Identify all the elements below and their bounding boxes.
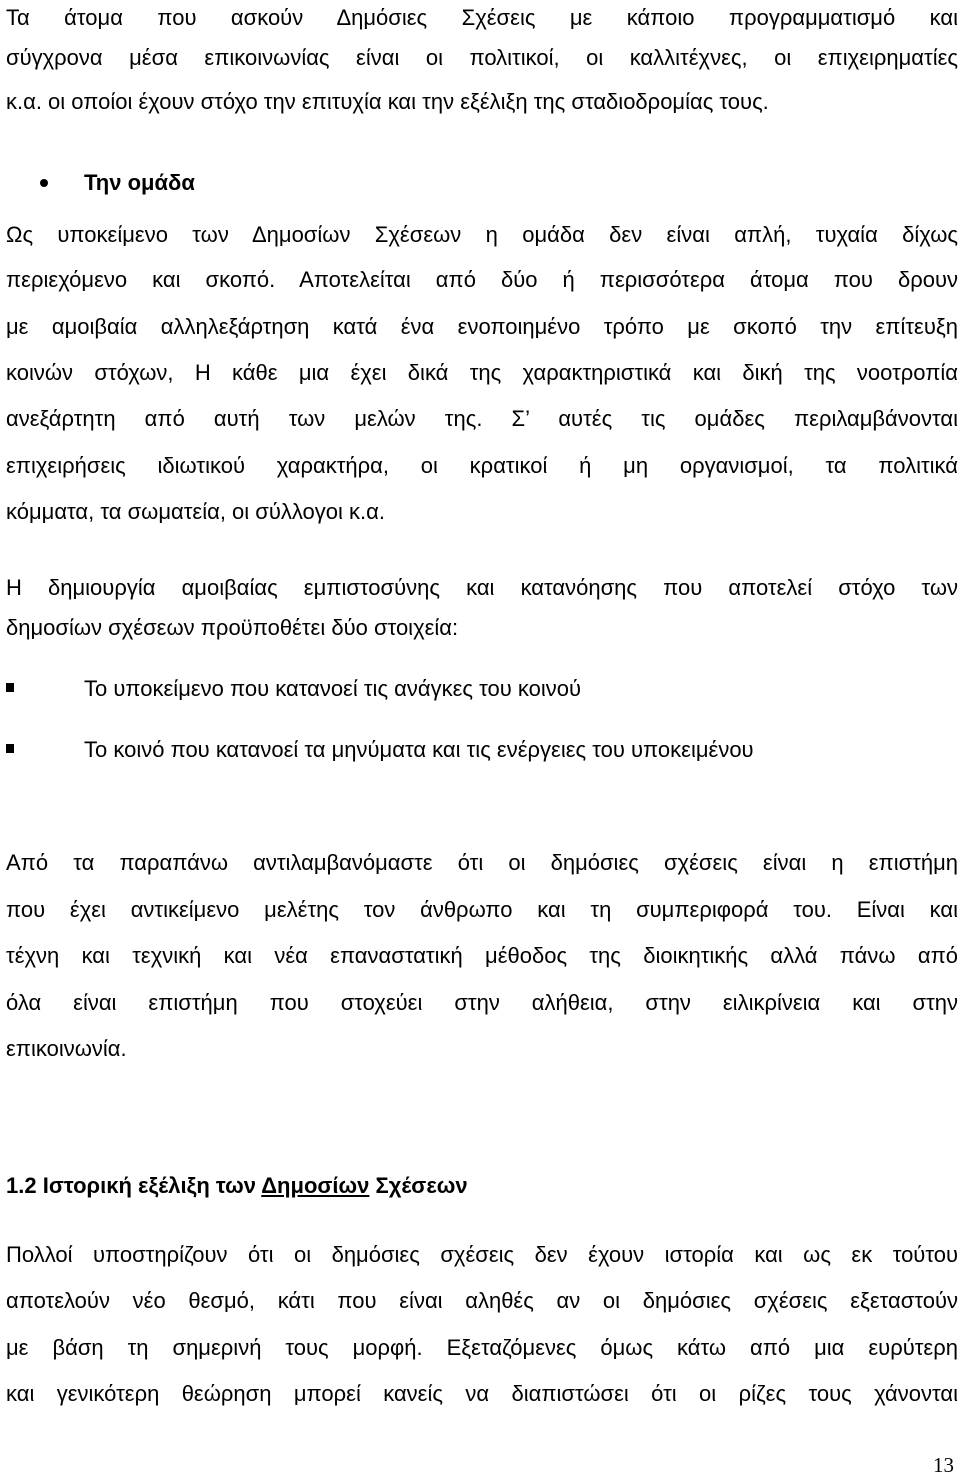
section-title: Σχέσεων <box>369 1173 468 1198</box>
paragraph-line: σύγχρονα μέσα επικοινωνίας είναι οι πολιτικοί, οι καλλιτέχνες, οι επιχειρηματίες <box>6 45 958 70</box>
paragraph-line: ανεξάρτητη από αυτή των μελών της. Σ’ αυτές τις ομάδες περιλαμβάνονται <box>6 406 958 431</box>
paragraph-line: κόμματα, τα σωματεία, οι σύλλογοι κ.α. <box>6 499 385 524</box>
paragraph-line: με αμοιβαία αλληλεξάρτηση κατά ένα ενοποιημένο τρόπο με σκοπό την επίτευξη <box>6 314 958 339</box>
paragraph-line: επικοινωνία. <box>6 1036 127 1061</box>
section-title: Ιστορική εξέλιξη των <box>42 1173 262 1198</box>
list-item-text: Το κοινό που κατανοεί τα μηνύματα και τις ενέργειες του υποκειμένου <box>84 737 754 762</box>
paragraph-line: που έχει αντικείμενο μελέτης τον άνθρωπο και τη συμπεριφορά του. Είναι και <box>6 897 958 922</box>
paragraph-line: όλα είναι επιστήμη που στοχεύει στην αλήθεια, στην ειλικρίνεια και στην <box>6 990 958 1015</box>
paragraph-line: Πολλοί υποστηρίζουν ότι οι δημόσιες σχέσεις δεν έχουν ιστορία και ως εκ τούτου <box>6 1242 958 1267</box>
paragraph-line: τέχνη και τεχνική και νέα επαναστατική μέθοδος της διοικητικής αλλά πάνω από <box>6 943 958 968</box>
paragraph-line: κ.α. οι οποίοι έχουν στόχο την επιτυχία και την εξέλιξη της σταδιοδρομίας τους. <box>6 89 769 114</box>
section-number: 1.2 <box>6 1173 43 1198</box>
group-heading: Την ομάδα <box>84 170 195 195</box>
list-item <box>6 735 958 765</box>
bullet-icon <box>40 179 48 187</box>
paragraph-line: κοινών στόχων, Η κάθε μια έχει δικά της χαρακτηριστικά και δική της νοοτροπία <box>6 360 958 385</box>
page-number: 13 <box>933 1453 954 1477</box>
square-bullet-icon <box>6 744 14 753</box>
paragraph-line: επιχειρήσεις ιδιωτικού χαρακτήρα, οι κρατικοί ή μη οργανισμοί, τα πολιτικά <box>6 453 958 478</box>
paragraph-line: με βάση τη σημερινή τους μορφή. Εξεταζόμενες όμως κάτω από μια ευρύτερη <box>6 1335 958 1360</box>
document-page <box>6 0 958 1478</box>
paragraph-line: Από τα παραπάνω αντιλαμβανόμαστε ότι οι δημόσιες σχέσεις είναι η επιστήμη <box>6 850 958 875</box>
list-item <box>6 674 958 704</box>
paragraph-line: Τα άτομα που ασκούν Δημόσιες Σχέσεις με κάποιο προγραμματισμό και <box>6 5 958 30</box>
paragraph-line: αποτελούν νέο θεσμό, κάτι που είναι αληθές αν οι δημόσιες σχέσεις εξεταστούν <box>6 1288 958 1313</box>
paragraph-line: Ως υποκείμενο των Δημοσίων Σχέσεων η ομάδα δεν είναι απλή, τυχαία δίχως <box>6 222 958 247</box>
square-bullet-icon <box>6 683 14 692</box>
paragraph-line: περιεχόμενο και σκοπό. Αποτελείται από δύο ή περισσότερα άτομα που δρουν <box>6 267 958 292</box>
section-title: Δημοσίων <box>261 1173 370 1198</box>
list-item-text: Το υποκείμενο που κατανοεί τις ανάγκες του κοινού <box>84 676 581 701</box>
paragraph-line: Η δημιουργία αμοιβαίας εμπιστοσύνης και κατανόησης που αποτελεί στόχο των <box>6 575 958 600</box>
paragraph-line: και γενικότερη θεώρηση μπορεί κανείς να διαπιστώσει ότι οι ρίζες τους χάνονται <box>6 1381 958 1406</box>
paragraph-line: δημοσίων σχέσεων προϋποθέτει δύο στοιχεία: <box>6 615 459 640</box>
section-heading <box>6 1171 958 1201</box>
bullet-heading <box>6 168 958 198</box>
